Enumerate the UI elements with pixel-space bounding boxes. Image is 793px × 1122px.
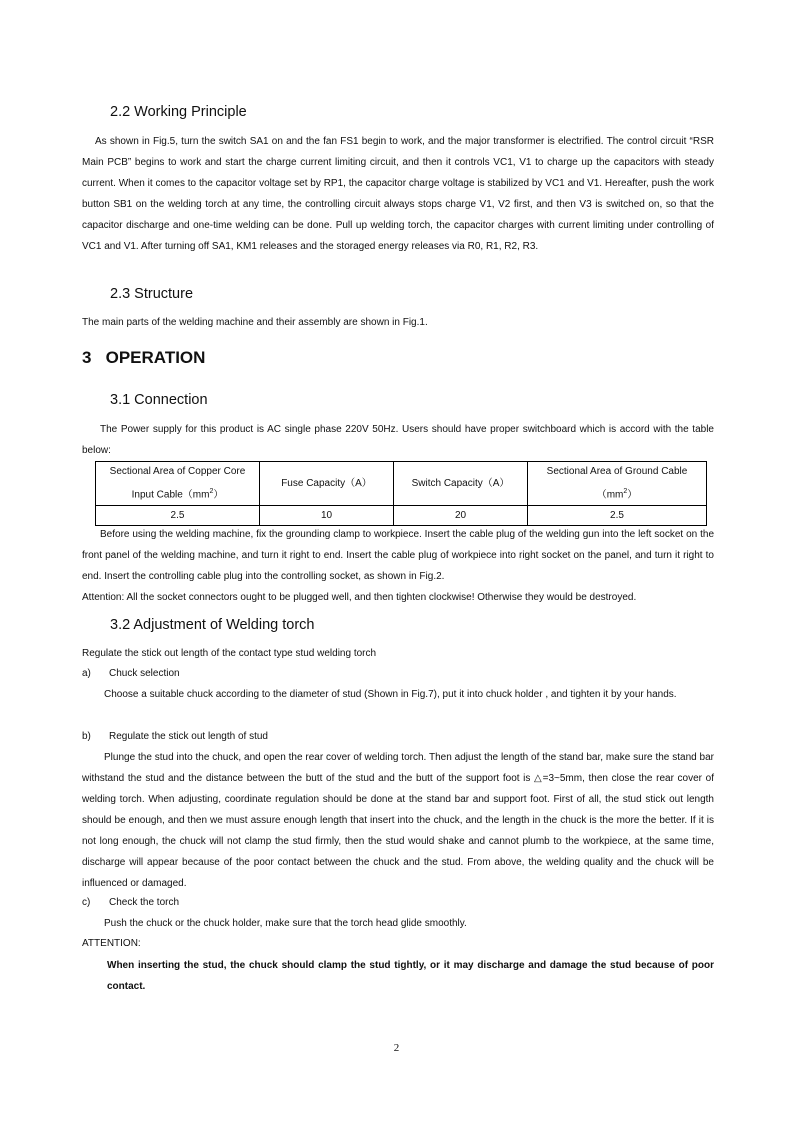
header-cell-copper-core: [96, 462, 260, 506]
cell-fuse: 10: [260, 506, 394, 526]
structure-paragraph: The main parts of the welding machine and their assembly are shown in Fig.1.: [82, 317, 428, 328]
item-c-text: Push the chuck or the chuck holder, make sure that the torch head glide smoothly.: [104, 918, 467, 929]
item-a-text: Choose a suitable chuck according to the diameter of stud (Shown in Fig.7), put it into chuck holder , and tighten it by your hands.: [104, 689, 677, 700]
connection-attention: Attention: All the socket connectors ought to be plugged well, and then tighten clockwise! Otherwise they would be destroyed.: [82, 592, 637, 603]
header-text: Sectional Area of Copper Core: [109, 466, 246, 477]
page-number: 2: [393, 1042, 400, 1054]
connection-instructions: Before using the welding machine, fix the grounding clamp to workpiece. Insert the cable plug of the welding gun into the left socket on the front panel of the welding machine, and turn it right to end. Insert the cable plug of workpiece into right socket on the panel, and turn it right to end. Insert the controlling cable plug into the controlling socket, as shown in Fig.2.: [82, 529, 714, 582]
adjustment-intro: Regulate the stick out length of the contact type stud welding torch: [82, 648, 377, 659]
item-b-text: Plunge the stud into the chuck, and open the rear cover of welding torch. Then adjust the length of the stand bar, make sure the stand bar withstand the stud and the distance between the butt of the stud and the butt of the support foot is △=3~5mm, then close the rear cover of welding torch. When adjusting, coordinate regulation should be done at the stand bar and support foot. First of all, the stud stick out length should be enough, and then we must assure enough length that insert into the chuck, and the length in the chuck is the more the better. If it is not long enough, the chuck will not clamp the stud firmly, then the stud would shake and cannot plumb to the workpiece, at the same time, discharge will appear because of the poor contact between the chuck and the stud. From above, the welding quality and the chuck will be influenced or damaged.: [82, 752, 714, 889]
section-heading-2-2: 2.2 Working Principle: [110, 104, 247, 120]
table-header-row: [96, 462, 707, 506]
cell-ground-cable: 2.5: [528, 506, 707, 526]
attention-label: ATTENTION:: [82, 938, 141, 949]
item-b-title: Regulate the stick out length of stud: [109, 731, 268, 742]
header-text: ）: [627, 489, 638, 501]
item-c-marker: c): [82, 897, 91, 908]
item-a-marker: a): [82, 668, 91, 679]
table-row: [96, 506, 707, 526]
section-heading-3-2: 3.2 Adjustment of Welding torch: [110, 617, 315, 633]
connection-intro: The Power supply for this product is AC single phase 220V 50Hz. Users should have proper switchboard which is accord with the table below:: [82, 424, 714, 456]
superscript: 2: [623, 488, 628, 495]
header-cell-ground-cable: [528, 462, 707, 506]
section-heading-3: 3 OPERATION: [82, 348, 206, 367]
superscript: 2: [209, 488, 214, 495]
switchboard-table: [95, 461, 707, 526]
working-principle-paragraph: As shown in Fig.5, turn the switch SA1 on and the fan FS1 begin to work, and the major transformer is electrified. The control circuit “RSR Main PCB” begins to work and start the charge current limiting circuit, and then it controls VC1, V1 to charge up the capacitors with steady current. When it comes to the capacitor voltage set by RP1, the capacitor charge voltage is stabilized by VC1 and V1. Hereafter, push the work button SB1 on the welding torch at any time, the controlling circuit always stops charge V1, V2 first, and then V3 is switched on, so that the capacitor discharge and one-time welding can be done. Pull up welding torch, the capacitor charges with current limiting under controlling of VC1 and V1. After turning off SA1, KM1 releases and the storaged energy releases via R0, R1, R2, R3.: [82, 136, 714, 252]
header-cell-switch: Switch Capacity（A）: [394, 462, 528, 506]
item-b-marker: b): [82, 731, 91, 742]
header-text: （mm: [596, 489, 624, 501]
header-text: Input Cable（mm: [131, 489, 210, 501]
header-cell-fuse: Fuse Capacity（A）: [260, 462, 394, 506]
section-heading-3-1: 3.1 Connection: [110, 392, 208, 408]
cell-switch: 20: [394, 506, 528, 526]
section-heading-2-3: 2.3 Structure: [110, 286, 194, 302]
item-c-title: Check the torch: [109, 897, 180, 908]
item-a-title: Chuck selection: [109, 668, 180, 679]
header-text: ）: [213, 489, 224, 501]
cell-copper-core: 2.5: [96, 506, 260, 526]
attention-text: When inserting the stud, the chuck should clamp the stud tightly, or it may discharge and damage the stud because of poor contact.: [107, 960, 714, 992]
header-text: Sectional Area of Ground Cable: [546, 466, 688, 477]
